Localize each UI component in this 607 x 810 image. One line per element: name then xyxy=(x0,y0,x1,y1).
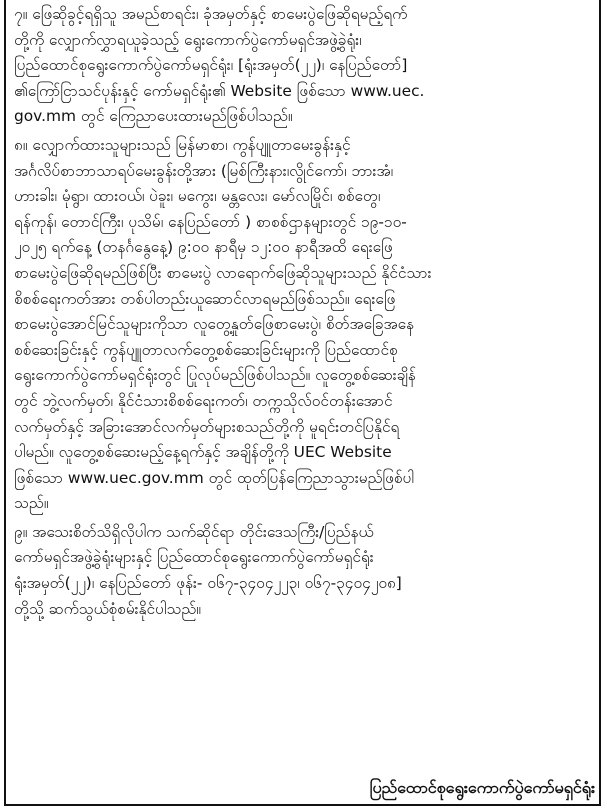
text-line: ကော်မရှင်အဖွဲ့ခွဲရုံးများနှင့် ပြည်ထောင်စုရွေးကောက်ပွဲကော်မရှင်ရုံး xyxy=(14,548,374,567)
text-line: စိစစ်ရေးကတ်အား တစ်ပါတည်းယူဆောင်လာရမည်ဖြစ်သည်။ ရေးဖြေ xyxy=(14,289,396,308)
text-line: ပါမည်။ လူတွေ့စစ်ဆေးမည့်နေ့ရက်နှင့် အချိန်တို့ကို UEC Website xyxy=(14,443,392,462)
text-line: ဟားခါး၊ မုံရွာ၊ ထားဝယ်၊ ပဲခူး၊ မကွေး၊ မန္တလေး၊ မော်လမြိုင်၊ စစ်တွေ၊ xyxy=(14,187,381,206)
issuer-signature: ပြည်ထောင်စုရွေးကောက်ပွဲကော်မရှင်ရုံး xyxy=(369,778,595,797)
paragraph-8 xyxy=(14,133,589,517)
text-line: ရွေးကောက်ပွဲကော်မရှင်ရုံးတွင် ပြုလုပ်မည်ဖြစ်ပါသည်။ လူတွေ့စစ်ဆေးချိန် xyxy=(14,366,416,385)
text-line: ၉။ အသေးစိတ်သိရှိလိုပါက သက်ဆိုင်ရာ တိုင်းဒေသကြီး/ပြည်နယ် xyxy=(14,522,374,541)
text-line: ပြည်ထောင်စုရွေးကောက်ပွဲကော်မရှင်ရုံး၊ [ရုံးအမှတ်(၂၂)၊ နေပြည်တော်] xyxy=(14,56,408,75)
text-line: ၇။ ဖြေဆိုခွင့်ရရှိသူ အမည်စာရင်း၊ ခုံအမှတ်နှင့် စာမေးပွဲဖြေဆိုရမည့်ရက် xyxy=(14,5,408,23)
text-line: တို့ကို လျှောက်လွှာရယူခဲ့သည့် ရွေးကောက်ပွဲကော်မရှင်အဖွဲ့ခွဲရုံး၊ xyxy=(14,30,362,49)
text-line: တွင် ဘွဲ့လက်မှတ်၊ နိုင်ငံသားစိစစ်ရေးကတ်၊ တက္ကသိုလ်ဝင်တန်းအောင် xyxy=(14,391,393,410)
text-line: ၂၀၂၅ ရက်နေ့ (တနင်္ဂနွေနေ့) ၉:၀၀ နာရီမှ ၁၂:၀၀ နာရီအထိ ရေးဖြေ xyxy=(14,238,393,257)
paragraph-9 xyxy=(14,520,589,622)
text-line: ၈။ လျှောက်ထားသူများသည် မြန်မာစာ၊ ကွန်ပျူတာမေးခွန်းနှင့် xyxy=(14,135,351,154)
text-line: တို့သို့ ဆက်သွယ်စုံစမ်းနိုင်ပါသည်။ xyxy=(14,599,201,618)
text-line: ရန်ကုန်၊ တောင်ကြီး၊ ပုသိမ်၊ နေပြည်တော် ) စာစစ်ဌာနများတွင် ၁၉-၁၀- xyxy=(14,212,407,231)
text-line: သည်။ xyxy=(14,494,49,513)
text-line: စာမေးပွဲဖြေဆိုရမည်ဖြစ်ပြီး စာမေးပွဲ လာရောက်ဖြေဆိုသူများသည် နိုင်ငံသား xyxy=(14,263,432,282)
text-line: ၏ကြော်ငြာသင်ပုန်းနှင့် ကော်မရှင်ရုံး၏ Website ဖြစ်သော www.uec. xyxy=(14,81,425,100)
text-line: စာမေးပွဲအောင်မြင်သူများကိုသာ လူတွေ့နှုတ်ဖြေစာမေးပွဲ၊ စိတ်အခြေအနေ xyxy=(14,315,414,334)
paragraph-7 xyxy=(14,2,589,130)
text-line: ဖြစ်သော www.uec.gov.mm တွင် ထုတ်ပြန်ကြေညာသွားမည်ဖြစ်ပါ xyxy=(14,468,414,487)
text-line: အင်္ဂလိပ်စာဘာသာရပ်မေးခွန်းတို့အား (မြစ်ကြီးနား၊လွိုင်ကော်၊ ဘားအံ၊ xyxy=(14,161,394,180)
notice-body xyxy=(14,2,589,625)
text-line: လက်မှတ်နှင့် အခြားအောင်လက်မှတ်များစသည်တို့ကို မူရင်းတင်ပြနိုင်ရ xyxy=(14,417,400,436)
text-line: ရုံးအမှတ်(၂၂)၊ နေပြည်တော် ဖုန်း- ၀၆၇-၃၄၀၄၂၂၃၊ ၀၆၇-၃၄၀၄၂၀၈] xyxy=(14,574,402,593)
text-line: စစ်ဆေးခြင်းနှင့် ကွန်ပျူတာလက်တွေ့စစ်ဆေးခြင်းများကို ပြည်ထောင်စု xyxy=(14,340,398,359)
text-line: gov.mm တွင် ကြေညာပေးထားမည်ဖြစ်ပါသည်။ xyxy=(14,107,293,126)
